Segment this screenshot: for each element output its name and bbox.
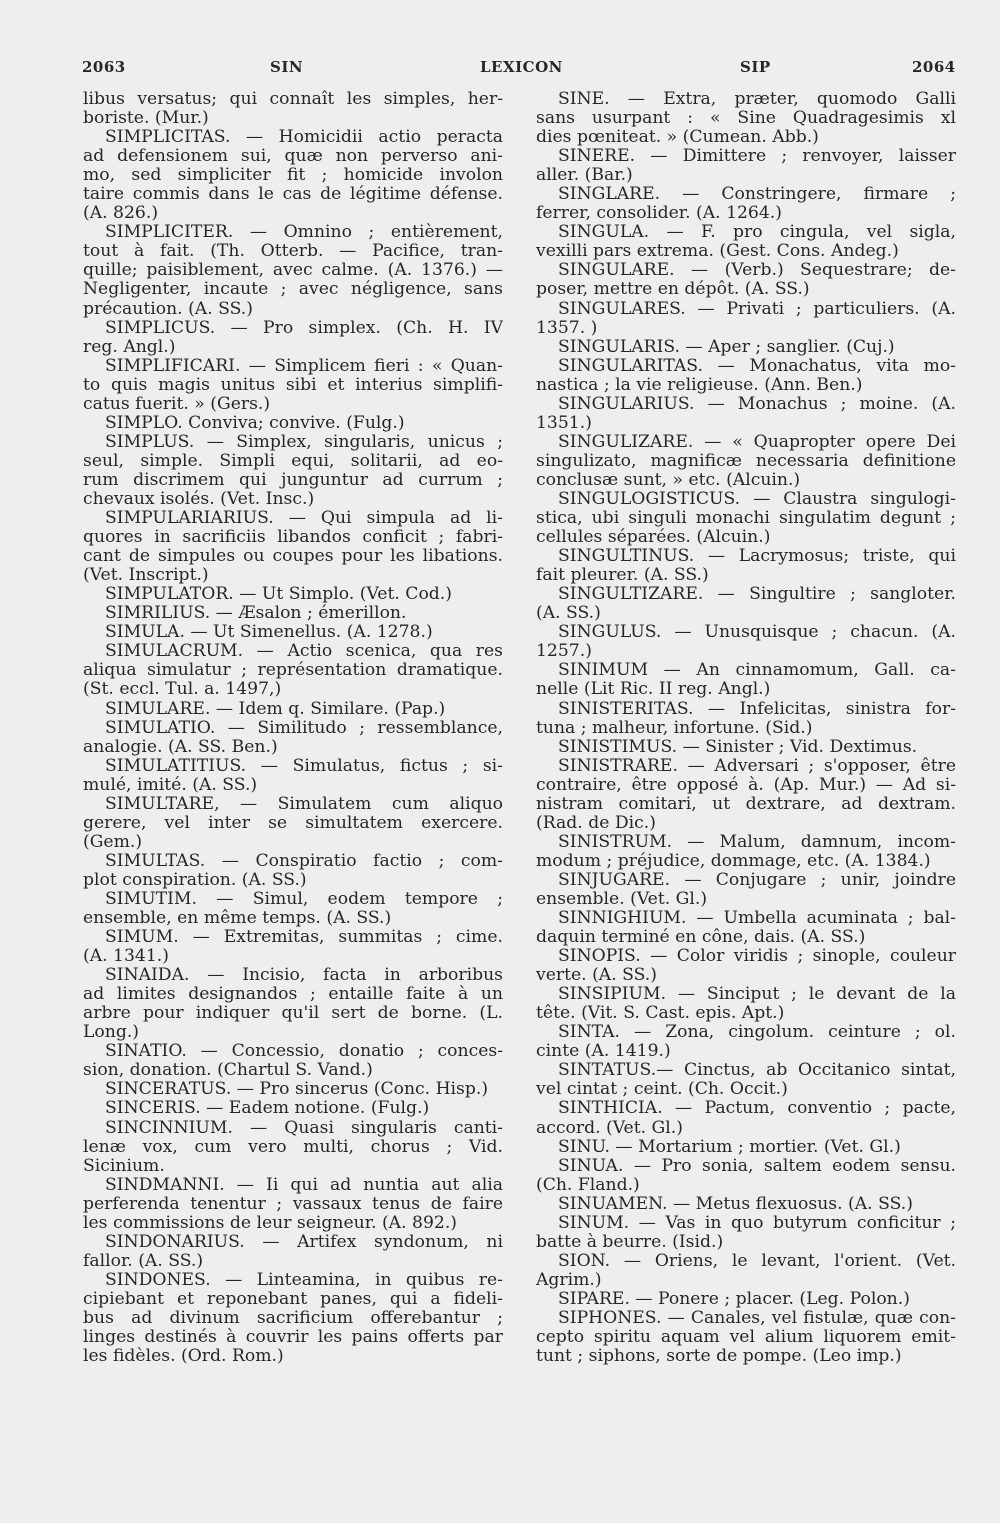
text-line: SINGULARITAS. — Monachatus, vita mo- [558,356,956,376]
text-line: SINGULARIUS. — Monachus ; moine. (A. [558,394,956,414]
text-line: SIMULACRUM. — Actio scenica, qua res [105,642,503,662]
text-line: les commissions de leur seigneur. (A. 892.) [83,1213,457,1233]
text-line: SIPHONES. — Canales, vel fistulæ, quæ con- [558,1309,956,1328]
text-line: SINDONARIUS. — Artifex syndonum, ni [105,1232,503,1252]
text-line: (St. eccl. Tul. a. 1497,) [83,680,282,700]
text-line: précaution. (A. SS.) [83,299,253,319]
text-line: SINTA. — Zona, cingolum. ceinture ; ol. [558,1023,956,1043]
text-line: ad defensionem sui, quæ non perverso ani- [83,147,503,167]
text-line: reg. Angl.) [83,337,176,357]
text-line: SINE. — Extra, præter, quomodo Galli [558,90,956,109]
running-title: LEXICON [480,58,563,76]
text-line: SINERE. — Dimittere ; renvoyer, laisser [558,147,956,167]
text-line: SINCERATUS. — Pro sincerus (Conc. Hisp.) [105,1080,489,1100]
text-line: batte à beurre. (Isid.) [536,1232,724,1252]
text-line: gerere, vel inter se simultatem exercere. [83,813,503,833]
right-column [536,90,956,1366]
text-line: SINGLARE. — Constringere, firmare ; [558,185,956,205]
text-line: SIMULATIO. — Similitudo ; ressemblance, [105,718,503,738]
text-line: SINGULOGISTICUS. — Claustra singulogi- [558,489,956,509]
text-line: SIMULTAS. — Conspiratio factio ; com- [105,851,503,871]
text-line: cipiebant et reponebant panes, qui a fideli- [83,1289,503,1309]
text-line: SINTATUS.— Cinctus, ab Occitanico sintat, [558,1061,956,1081]
text-line: to quis magis unitus sibi et interius simplifi- [83,375,503,395]
text-line: conclusæ sunt, » etc. (Alcuin.) [536,470,801,490]
text-line: tête. (Vit. S. Cast. epis. Apt.) [536,1004,785,1024]
text-line: taire commis dans le cas de légitime défense. [83,185,503,205]
text-line: tuna ; malheur, infortune. (Sid.) [536,718,813,738]
text-line: contraire, être opposé à. (Ap. Mur.) — Ad si- [536,775,956,795]
text-line: cellules séparées. (Alcuin.) [536,528,771,548]
text-line: SINCINNIUM. — Quasi singularis canti- [105,1118,503,1138]
text-line: SIMPLICITER. — Omnino ; entièrement, [105,223,503,243]
text-line: daquin terminé en cône, dais. (A. SS.) [536,928,866,948]
text-line: vexilli pars extrema. (Gest. Cons. Andeg.) [536,242,899,262]
text-line: nistram comitari, ut dextrare, ad dextram. [536,794,956,814]
text-line: SIMPULATOR. — Ut Simplo. (Vet. Cod.) [105,585,452,605]
text-line: seul, simple. Simpli equi, solitarii, ad eo- [83,451,503,471]
text-line: mo, sed simpliciter fit ; homicide involon [83,166,503,186]
text-line: ensemble, en même temps. (A. SS.) [83,909,392,929]
text-line: aliqua simulatur ; représentation dramatique. [83,661,503,681]
text-line: SINUAMEN. — Metus flexuosus. (A. SS.) [558,1194,913,1214]
text-line: SINISTERITAS. — Infelicitas, sinistra for- [558,699,956,719]
text-line: ad limites designandos ; entaille faite à un [83,985,503,1005]
text-line: SIMUTIM. — Simul, eodem tempore ; [105,889,503,909]
text-line: SIMUM. — Extremitas, summitas ; cime. [105,928,503,948]
left-column [83,90,503,1366]
text-line: ferrer, consolider. (A. 1264.) [536,204,782,224]
text-line: Sicinium. [83,1156,165,1176]
text-line: SINCERIS. — Eadem notione. (Fulg.) [105,1099,430,1119]
text-line: (A. SS.) [536,604,601,624]
text-line: SIMRILIUS. — Æsalon ; émerillon. [105,604,407,624]
text-line: arbre pour indiquer qu'il sert de borne. (L. [83,1004,503,1024]
text-line: rum discrimem qui junguntur ad currum ; [83,470,503,490]
text-line: SINGULARE. — (Verb.) Sequestrare; de- [558,261,956,281]
text-line: SINGULA. — F. pro cingula, vel sigla, [558,223,956,243]
text-line: nastica ; la vie religieuse. (Ann. Ben.) [536,375,863,395]
text-line: lenæ vox, cum vero multi, chorus ; Vid. [83,1137,503,1157]
text-line: SINGULARIS. — Aper ; sanglier. (Cuj.) [558,337,895,357]
text-line: SINUA. — Pro sonia, saltem eodem sensu. [558,1156,956,1176]
text-line: modum ; préjudice, dommage, etc. (A. 1384.) [536,851,931,871]
text-line: chevaux isolés. (Vet. Insc.) [83,489,315,509]
text-line: (Gem.) [83,832,143,852]
text-line: SINATIO. — Concessio, donatio ; conces- [105,1042,503,1062]
text-line: singulizato, magnificæ necessaria definitione [536,451,956,471]
text-line: SIMULTARE, — Simulatem cum aliquo [105,794,503,814]
text-line: aller. (Bar.) [536,166,633,186]
text-line: sion, donation. (Chartul S. Vand.) [83,1061,373,1081]
text-line: Long.) [83,1023,140,1043]
text-line: perferenda tenentur ; vassaux tenus de faire [83,1194,503,1214]
text-line: SINGULIZARE. — « Quapropter opere Dei [558,432,956,452]
text-line: SIMULARE. — Idem q. Similare. (Pap.) [105,699,446,719]
text-line: SIMPLICUS. — Pro simplex. (Ch. H. IV [105,318,503,338]
text-line: les fidèles. (Ord. Rom.) [83,1347,284,1367]
text-line: linges destinés à couvrir les pains offerts par [83,1328,503,1348]
text-line: SIMULA. — Ut Simenellus. (A. 1278.) [105,623,433,643]
text-line: poser, mettre en dépôt. (A. SS.) [536,280,810,300]
text-line: vel cintat ; ceint. (Ch. Occit.) [536,1080,788,1100]
page-number-left: 2063 [82,58,126,76]
text-line: tunt ; siphons, sorte de pompe. (Leo imp.) [536,1347,902,1367]
text-line: SINUM. — Vas in quo butyrum conficitur ; [558,1213,956,1233]
running-header [82,58,962,88]
text-line: SIMPLIFICARI. — Simplicem fieri : « Quan- [105,356,503,376]
text-line: libus versatus; qui connaît les simples, her- [83,90,503,109]
text-line: SINGULUS. — Unusquisque ; chacun. (A. [558,623,956,643]
text-line: boriste. (Mur.) [83,109,209,129]
text-line: mulé, imité. (A. SS.) [83,775,258,795]
text-line: verte. (A. SS.) [536,966,657,986]
text-line: sans usurpant : « Sine Quadragesimis xl [536,109,956,129]
text-line: cant de simpules ou coupes pour les libations. [83,547,503,567]
text-line: cepto spiritu aquam vel alium liquorem emit- [536,1328,956,1348]
text-line: (A. 1341.) [83,947,169,967]
text-line: SINIMUM — An cinnamomum, Gall. ca- [558,661,956,681]
page-number-right: 2064 [912,58,956,76]
guide-word-right: SIP [740,58,771,76]
text-line: SINTHICIA. — Pactum, conventio ; pacte, [558,1099,956,1119]
text-line: Agrim.) [536,1270,602,1290]
text-line: (Rad. de Dic.) [536,813,656,833]
text-line: SIPARE. — Ponere ; placer. (Leg. Polon.) [558,1289,910,1309]
text-line: quores in sacrificiis libandos conficit ; fabri- [83,528,503,548]
text-line: SINISTRUM. — Malum, damnum, incom- [558,832,956,852]
text-line: catus fuerit. » (Gers.) [83,394,271,414]
text-line: SINU. — Mortarium ; mortier. (Vet. Gl.) [558,1137,901,1157]
text-line: 1351.) [536,413,592,433]
text-line: tout à fait. (Th. Otterb. — Pacifice, tran- [83,242,503,262]
text-line: SIMPLUS. — Simplex, singularis, unicus ; [105,432,503,452]
text-line: 1357. ) [536,318,598,338]
text-line: nelle (Lit Ric. II reg. Angl.) [536,680,771,700]
text-line: quille; paisiblement, avec calme. (A. 1376.) — [83,261,503,281]
text-line: stica, ubi singuli monachi singulatim degunt ; [536,509,956,529]
text-line: SIMPLICITAS. — Homicidii actio peracta [105,128,503,148]
text-line: SIMPLO. Conviva; convive. (Fulg.) [105,413,405,433]
text-line: cinte (A. 1419.) [536,1042,671,1062]
text-line: analogie. (A. SS. Ben.) [83,737,278,757]
text-line: accord. (Vet. Gl.) [536,1118,683,1138]
text-line: SINJUGARE. — Conjugare ; unir, joindre [558,870,956,890]
text-line: SIMULATITIUS. — Simulatus, fictus ; si- [105,756,503,776]
text-line: bus ad divinum sacrificium offerebantur ; [83,1309,503,1328]
text-line: SINISTIMUS. — Sinister ; Vid. Dextimus. [558,737,918,757]
text-line: SINAIDA. — Incisio, facta in arboribus [105,966,503,986]
text-line: (Vet. Inscript.) [83,566,209,586]
text-line: 1257.) [536,642,592,662]
text-line: SINDMANNI. — Ii qui ad nuntia aut alia [105,1175,503,1195]
text-line: dies pœniteat. » (Cumean. Abb.) [536,128,819,148]
text-line: SINDONES. — Linteamina, in quibus re- [105,1270,503,1290]
text-line: SINSIPIUM. — Sinciput ; le devant de la [558,985,956,1005]
text-line: plot conspiration. (A. SS.) [83,870,307,890]
text-line: SINISTRARE. — Adversari ; s'opposer, être [558,756,956,776]
text-line: Negligenter, incaute ; avec négligence, sans [83,280,503,300]
text-line: ensemble. (Vet. Gl.) [536,889,708,909]
guide-word-left: SIN [270,58,304,76]
text-line: SIMPULARIARIUS. — Qui simpula ad li- [105,509,503,529]
text-line: SINNIGHIUM. — Umbella acuminata ; bal- [558,909,956,929]
text-line: SINGULTINUS. — Lacrymosus; triste, qui [558,547,956,567]
text-line: SINOPIS. — Color viridis ; sinople, couleur [558,947,956,967]
text-line: (A. 826.) [83,204,159,224]
text-line: fait pleurer. (A. SS.) [536,566,709,586]
text-line: SION. — Oriens, le levant, l'orient. (Vet. [558,1251,956,1271]
text-line: SINGULTIZARE. — Singultire ; sangloter. [558,585,956,605]
text-line: fallor. (A. SS.) [83,1251,204,1271]
text-line: SINGULARES. — Privati ; particuliers. (A. [558,299,956,319]
text-line: (Ch. Fland.) [536,1175,640,1195]
